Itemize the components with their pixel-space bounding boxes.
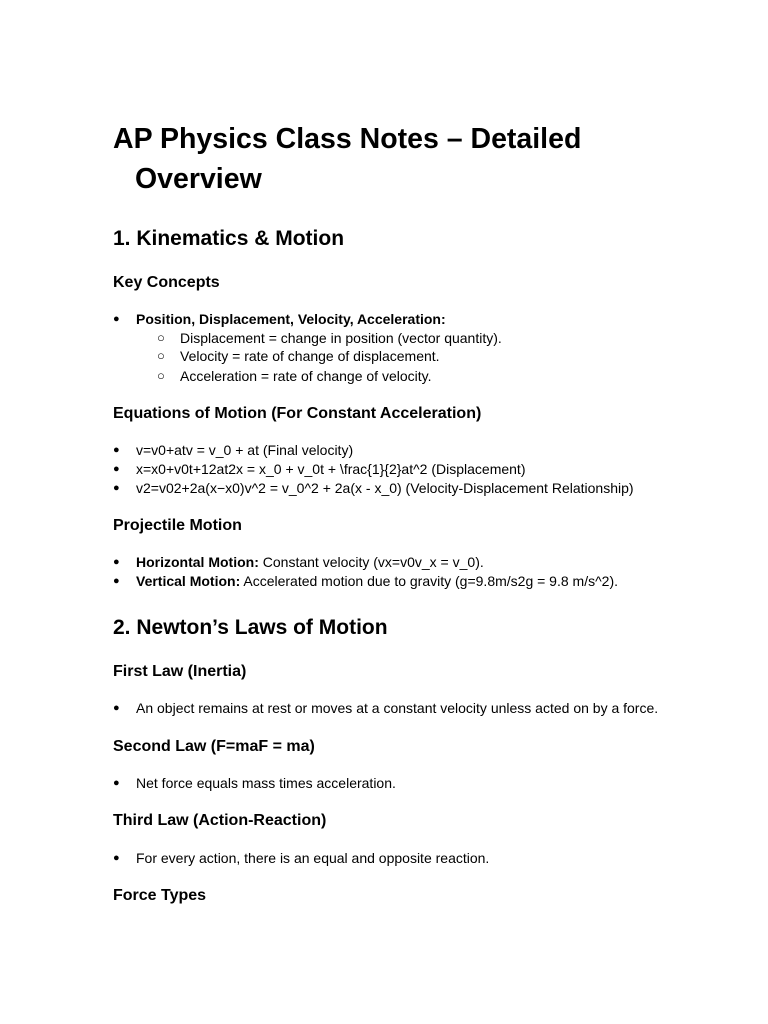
list-item-text: Accelerated motion due to gravity (g=9.8m/s2g = 9.8 m/s^2).: [240, 573, 618, 589]
bullet-icon: ●: [113, 556, 120, 568]
page-title: AP Physics Class Notes – Detailed Overview: [113, 123, 582, 195]
subheading-third-law: Third Law (Action-Reaction): [113, 812, 327, 829]
bullet-icon: ●: [113, 482, 120, 494]
list-item-text: For every action, there is an equal and opposite reaction.: [136, 850, 490, 866]
list-item-text: An object remains at rest or moves at a constant velocity unless acted on by a force.: [136, 700, 659, 716]
list-item-bold: Horizontal Motion:: [136, 554, 259, 570]
list-item-bold: Vertical Motion:: [136, 573, 241, 589]
bullet-icon: ●: [113, 852, 120, 864]
hollow-bullet-icon: ○: [157, 368, 165, 383]
hollow-bullet-icon: ○: [157, 348, 165, 363]
hollow-bullet-icon: ○: [157, 330, 165, 345]
bullet-icon: ●: [113, 463, 120, 475]
bullet-icon: ●: [113, 313, 120, 325]
subheading-key-concepts: Key Concepts: [113, 274, 220, 291]
list-item-text: Net force equals mass times acceleration.: [136, 775, 396, 791]
list-item-text: v2=v02+2a(x−x0)v^2 = v_0^2 + 2a(x - x_0) (Velocity-Displacement Relationship): [136, 480, 634, 496]
subheading-second-law: Second Law (F=maF = ma): [113, 738, 315, 755]
sub-list-item-text: Displacement = change in position (vector quantity).: [180, 330, 502, 346]
bullet-icon: ●: [113, 702, 120, 714]
subheading-force-types: Force Types: [113, 887, 207, 904]
bullet-icon: ●: [113, 575, 120, 587]
bullet-icon: ●: [113, 444, 120, 456]
sub-list-item-text: Acceleration = rate of change of velocity.: [180, 368, 432, 384]
subheading-equations-of-motion: Equations of Motion (For Constant Acceleration): [113, 405, 482, 422]
section-heading-newtons-laws: 2. Newton’s Laws of Motion: [113, 616, 388, 639]
subheading-first-law: First Law (Inertia): [113, 663, 247, 680]
sub-list-item-text: Velocity = rate of change of displacement.: [180, 348, 440, 364]
subheading-projectile-motion: Projectile Motion: [113, 517, 242, 534]
list-item-bold: Position, Displacement, Velocity, Acceleration:: [136, 311, 446, 327]
list-item-text: v=v0+atv = v_0 + at (Final velocity): [136, 442, 354, 458]
list-item-text: x=x0+v0t+12at2x = x_0 + v_0t + \frac{1}{2}at^2 (Displacement): [136, 461, 526, 477]
bullet-icon: ●: [113, 777, 120, 789]
section-heading-kinematics: 1. Kinematics & Motion: [113, 227, 345, 250]
list-item-text: Constant velocity (vx=v0v_x = v_0).: [258, 554, 484, 570]
